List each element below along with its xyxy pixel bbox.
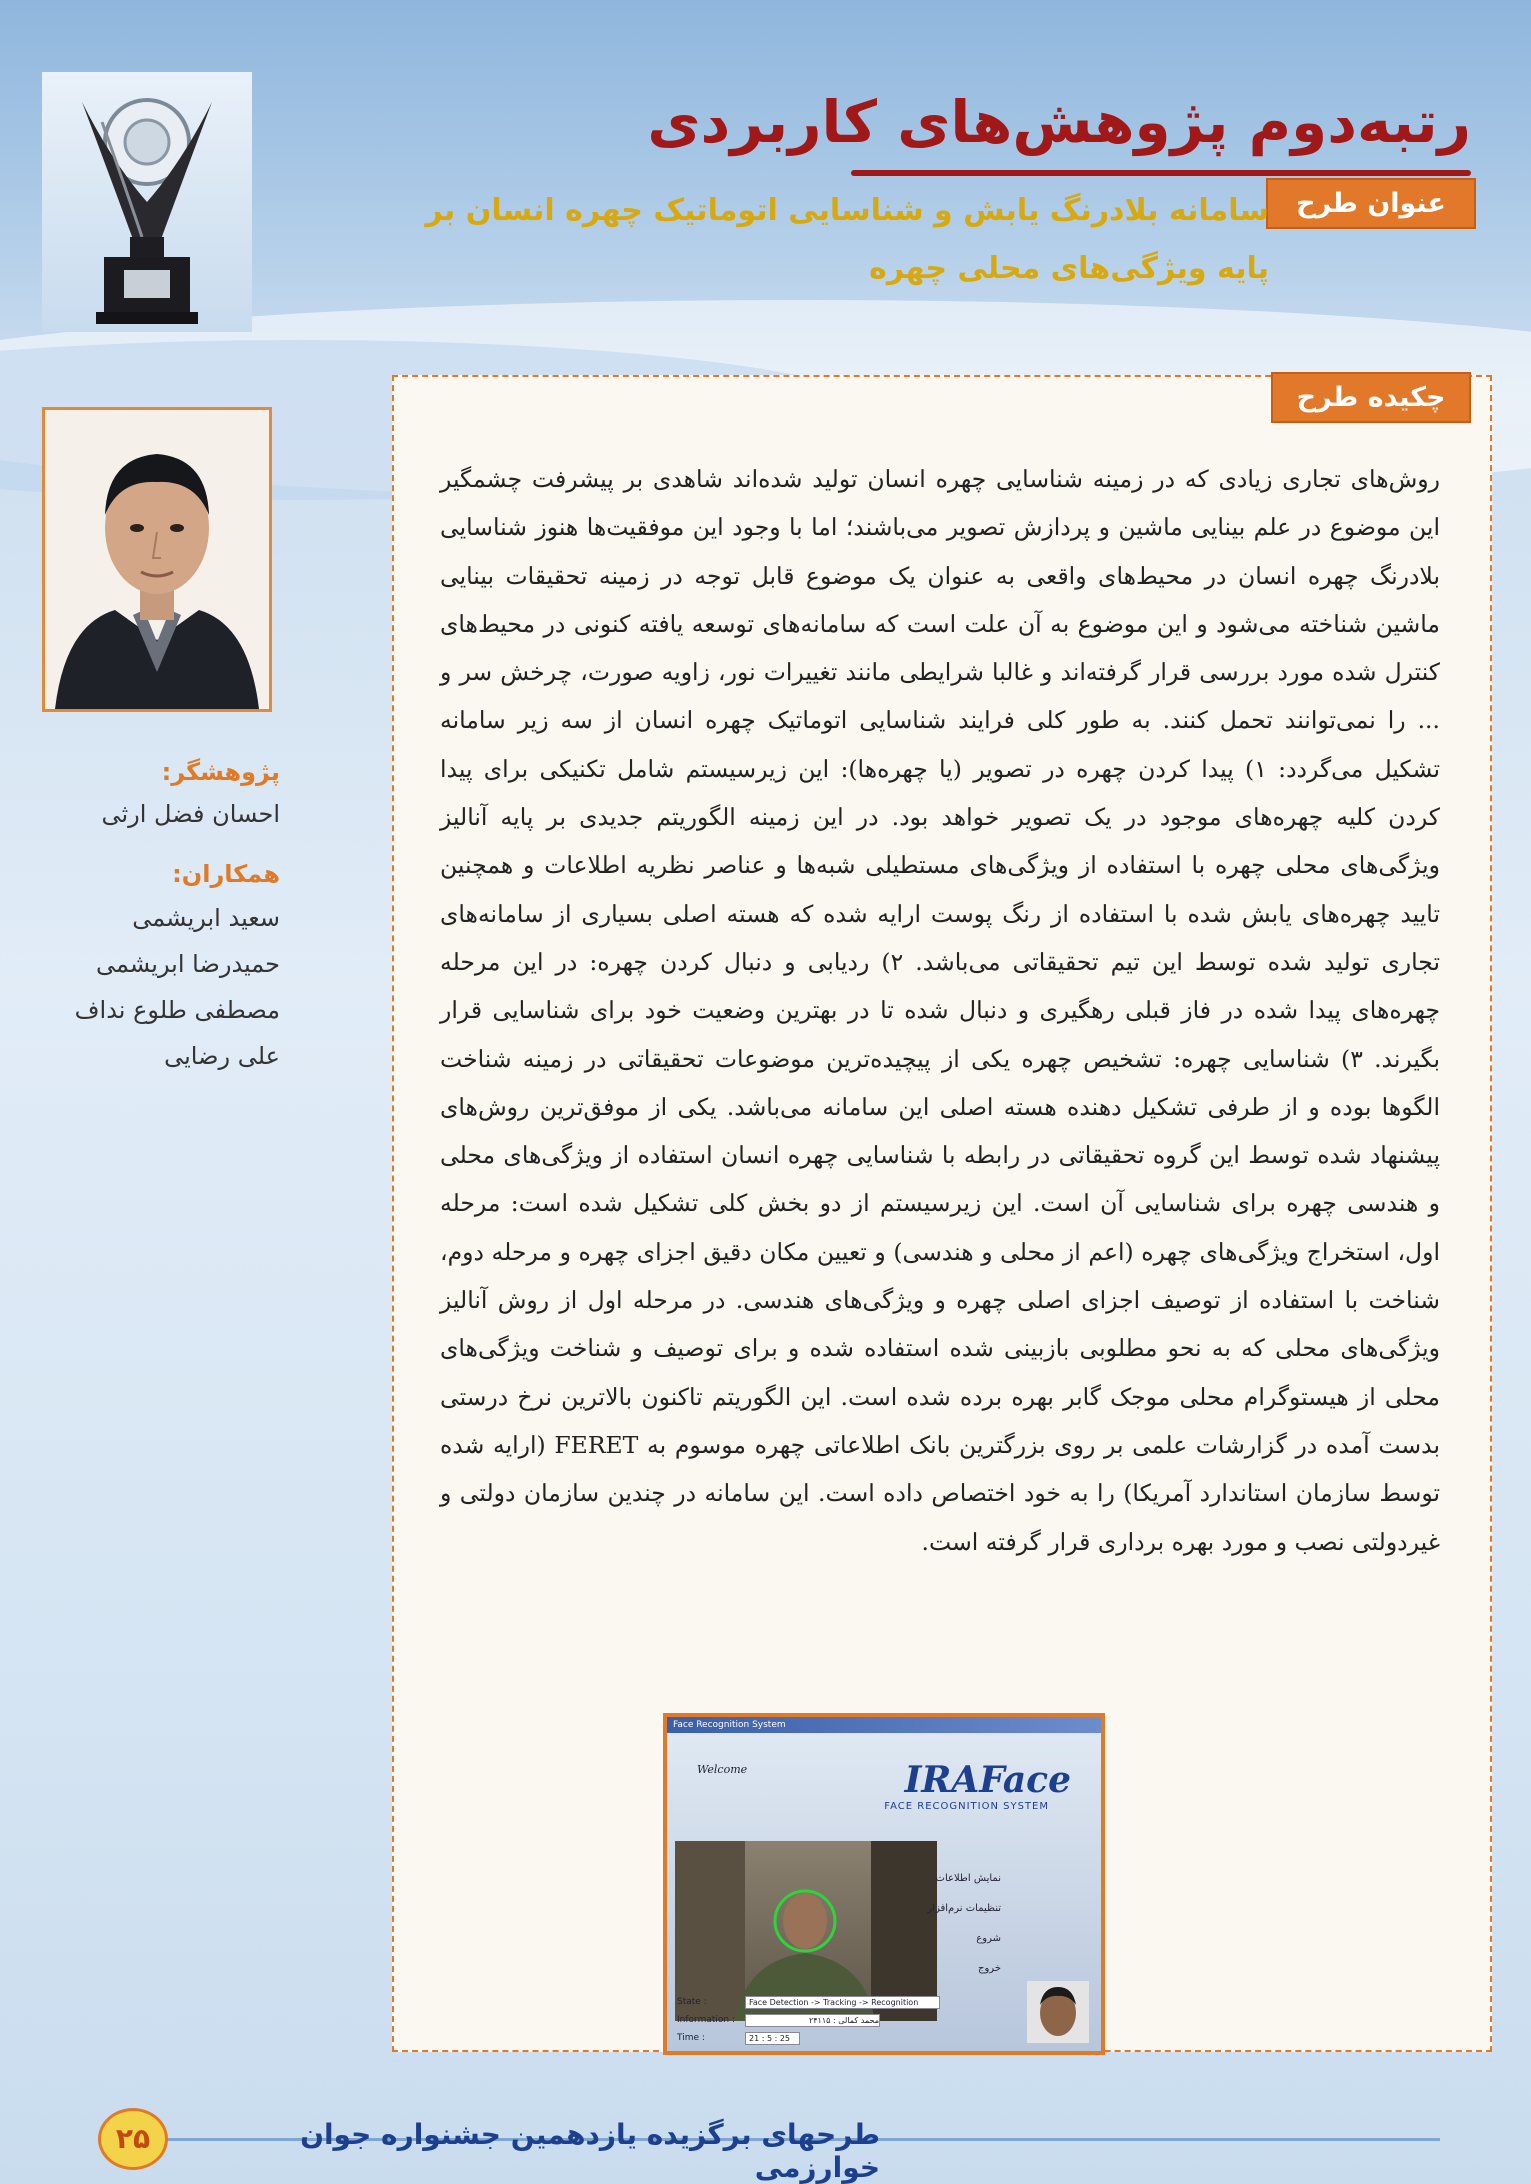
menu-exit[interactable]: خروج — [978, 1963, 1001, 1974]
state-label: State : — [677, 1997, 707, 2007]
collaborator-name: سعید ابریشمی — [132, 904, 280, 932]
time-field: 21 : 5 : 25 — [745, 2032, 800, 2045]
app-logo-subtitle: FACE RECOGNITION SYSTEM — [884, 1801, 1049, 1812]
time-label: Time : — [677, 2033, 705, 2043]
researcher-label: پژوهشگر: — [161, 758, 280, 786]
software-screenshot — [663, 1713, 1105, 2055]
page-title: رتبه‌دوم پژوهش‌های کاربردی — [647, 88, 1471, 156]
collaborator-name: حمیدرضا ابریشمی — [95, 950, 280, 978]
camera-feed — [675, 1841, 937, 2021]
menu-start[interactable]: شروع — [976, 1933, 1001, 1944]
trophy-icon — [42, 72, 252, 332]
camera-person-icon — [675, 1841, 937, 2021]
menu-settings[interactable]: تنظیمات نرم‌افزار — [927, 1903, 1001, 1914]
project-title: سامانه بلادرنگ یابش و شناسایی اتوماتیک چهره انسان بر پایه ویژگی‌های محلی چهره — [425, 193, 1269, 286]
researcher-name: احسان فضل ارثی — [101, 800, 280, 828]
abstract-body: روش‌های تجاری زیادی که در زمینه شناسایی چهره انسان تولید شده‌اند شاهدی بر پیشرفت چشمگیر این موضوع در علم بینایی ماشین و پردازش تصویر می‌باشند؛ اما با وجود این موفقیت‌ها هنوز شناسایی بلادرنگ چهره انسان در محیط‌های واقعی به عنوان یک موضوع قابل توجه در زمینه تحقیقات بینایی ماشین شناخته می‌شود و این موضوع به آن علت است که سامانه‌های توسعه یافته کنونی در محیط‌های کنترل شده مورد بررسی قرار گرفته‌اند و غالبا شرایطی مانند تغییرات نور، زاویه صورت، چرخش سر و ... را نمی‌توانند تحمل کنند. به طور کلی فرایند شناسایی اتوماتیک چهره انسان از سه زیر سامانه تشکیل می‌گردد: ۱) پیدا کردن چهره در تصویر (یا چهره‌ها): این زیرسیستم شامل تکنیکی برای پیدا کردن کلیه چهره‌های موجود در یک تصویر خواهد بود. در این زمینه الگوریتم جدیدی بر پایه آنالیز ویژگی‌های محلی چهره با استفاده از ویژگی‌های مستطیلی شبه‌ها و عناصر نظریه اطلاعات و همچنین تایید چهره‌های یابش شده با استفاده از رنگ پوست ارایه شده که هسته اصلی بسیاری از سامانه‌های تجاری تولید شده توسط این تیم تحقیقاتی می‌باشد. ۲) ردیابی و دنبال کردن چهره: در این مرحله چهره‌های پیدا شده در فاز قبلی رهگیری و دنبال شده تا در بهترین وضعیت خود برای شناسایی قرار بگیرند. ۳) شناسایی چهره: تشخیص چهره یکی از پیچیده‌ترین موضوعات تحقیقاتی در زمینه شناخت الگوها بوده و از طرفی تشکیل دهنده هسته اصلی این سامانه می‌باشد. یکی از موفق‌ترین روش‌های پیشنهاد شده توسط این گروه تحقیقاتی در رابطه با شناسایی چهره انسان استفاده از ویژگی‌های محلی و هندسی چهره برای شناسایی آن است. این زیرسیستم از دو بخش کلی تشکیل شده است: مرحله اول، استخراج ویژگی‌های چهره (اعم از محلی و هندسی) و تعیین مکان دقیق اجزای چهره و مرحله دوم، شناخت با استفاده از توصیف اجزای اصلی چهره و ویژگی‌های هندسی. در مرحله اول از روش آنالیز ویژگی‌های محلی که به نحو مطلوبی بازبینی شده استفاده شده و برای توصیف و شناخت ویژگی‌های محلی از هیستوگرام محلی موجک گابر بهره برده شده است. این الگوریتم تاکنون بالاترین نرخ درستی بدست آمده در گزارشات علمی بر روی بزرگترین بانک اطلاعاتی چهره موسوم به FERET (ارایه شده توسط سازمان استاندارد آمریکا) را به خود اختصاص داده است. این سامانه در چندین سازمان دولتی و غیردولتی نصب و مورد بهره برداری قرار گرفته است. — [440, 465, 1440, 1556]
window-title-bar: Face Recognition System — [667, 1717, 1101, 1733]
information-label: Information : — [677, 2015, 735, 2025]
title-underline — [851, 170, 1471, 176]
trophy-image — [42, 72, 252, 332]
portrait-icon — [45, 410, 269, 709]
collaborator-name: مصطفی طلوع نداف — [74, 996, 280, 1024]
collaborators-label: همکاران: — [172, 860, 280, 888]
footer-caption: طرحهای برگزیده یازدهمین جشنواره جوان خوارزمی — [300, 2118, 880, 2184]
researcher-photo — [42, 407, 272, 712]
information-field: محمد کمالی : ۲۴۱۱۵ — [745, 2014, 880, 2027]
collaborator-name: علی رضایی — [164, 1042, 280, 1070]
state-field: Face Detection -> Tracking -> Recognition — [745, 1996, 940, 2009]
abstract-tag: چکیده طرح — [1271, 372, 1471, 423]
page-number: ۲۵ — [98, 2108, 168, 2170]
project-title-tag: عنوان طرح — [1266, 178, 1476, 229]
menu-show-info[interactable]: نمایش اطلاعات — [935, 1873, 1001, 1884]
app-logo: IRAFace — [904, 1759, 1071, 1801]
welcome-text: Welcome — [697, 1763, 748, 1776]
window-body — [667, 1733, 1101, 2051]
recognized-face-icon — [1027, 1981, 1089, 2043]
